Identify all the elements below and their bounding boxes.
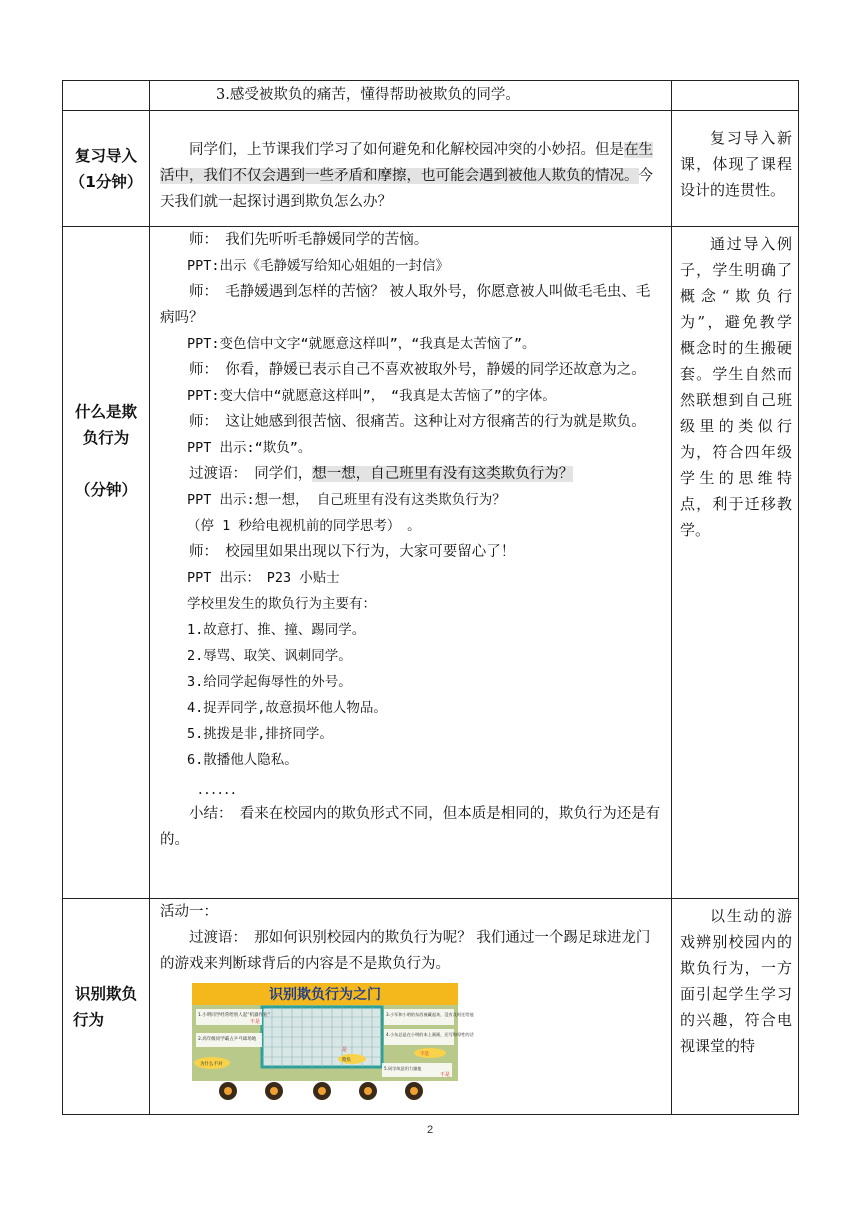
- card-text: 2.高年级同学霸占乒乓球场地: [198, 1037, 257, 1042]
- soccer-goal-illustration: [192, 983, 474, 1103]
- identify-note: [672, 899, 799, 1115]
- empty-cell: [672, 81, 799, 111]
- section-title-what: [63, 227, 150, 899]
- list-item: 6.散播他人隐私。: [187, 752, 298, 768]
- ppt-line: PPT:出示《毛静媛写给知心姐姐的一封信》: [187, 258, 450, 274]
- identify-note-text: 以生动的游戏辨别校园内的欺负行为，一方面引起学生学习的兴趣，符合电视课堂的特: [680, 907, 792, 1055]
- card-text: 4.小东总是在小明的本上画画，还写侮辱性的话: [386, 1032, 474, 1037]
- list-item: 1.故意打、推、撞、踢同学。: [187, 622, 366, 638]
- list-item: 4.捉弄同学,故意损坏他人物品。: [187, 700, 387, 716]
- teacher-line: 师： 校园里如果出现以下行为，大家可要留心了！: [189, 544, 516, 560]
- card-answer: 不是: [250, 1019, 261, 1025]
- section-title-line: 什么是欺: [74, 403, 137, 421]
- what-content: [150, 227, 672, 899]
- review-text-a: 同学们，上节课我们学习了如何避免和化解校园冲突的小妙招。但是: [189, 142, 624, 158]
- review-highlight: 在生活中，我们不仅会遇到一些矛盾和摩擦，也可能会遇到被他人欺负的情况。: [160, 142, 653, 184]
- section-title-identify: [63, 899, 150, 1115]
- ppt-line: PPT 出示:想一想， 自己班里有没有这类欺负行为？: [187, 492, 506, 508]
- list-item: 3.给同学起侮辱性的外号。: [187, 674, 352, 690]
- ppt-line: PPT:变色信中文字“就愿意这样叫”，“我真是太苦恼了”。: [187, 336, 536, 352]
- teacher-line: 师： 毛静媛遇到怎样的苦恼？ 被人取外号，你愿意被人叫做毛毛虫、毛病吗？: [160, 284, 651, 326]
- what-note-text: 通过导入例子，学生明确了概念“欺负行为”，避免教学概念时的生搬硬套。学生自然而然联想到自己班级里的类似行为，符合四年级学生的思维特点，利于迁移教学。: [680, 235, 792, 539]
- what-note: [672, 227, 799, 899]
- card-answer: 是: [342, 1047, 348, 1053]
- list-item: 5.挑拨是非,排挤同学。: [187, 726, 333, 742]
- card-text: 1.小明同学经常给别人起“机器作业”: [198, 1013, 270, 1018]
- transition-line: [160, 461, 663, 487]
- identify-content: [150, 899, 672, 1115]
- section-title-line: （分钟）: [74, 481, 137, 499]
- card-answer: 不是: [420, 1052, 429, 1057]
- section-title-review: [63, 111, 150, 227]
- section-title-line: 复习导入: [74, 146, 137, 165]
- ppt-line: PPT 出示:“欺负”。: [187, 440, 312, 456]
- card-text: 5.同学故意用力撞他: [384, 1066, 422, 1071]
- objective-cell: [150, 81, 672, 111]
- lesson-plan-table: [62, 80, 799, 1115]
- game-title: 识别欺负行为之门: [269, 987, 381, 1003]
- card-answer: 不是: [440, 1072, 451, 1078]
- objective-text: 3.感受被欺负的痛苦，懂得帮助被欺负的同学。: [216, 87, 520, 103]
- page-number: 2: [426, 1124, 434, 1136]
- table-row-objectives: [63, 81, 799, 111]
- transition-line: 过渡语： 那如何识别校园内的欺负行为呢？ 我们通过一个踢足球进龙门的游戏来判断球背后的内容是不是欺负行为。: [160, 930, 651, 972]
- ppt-line: PPT:变大信中“就愿意这样叫”， “我真是太苦恼了”的字体。: [187, 388, 556, 404]
- summary-line: 小结： 看来在校园内的欺负形式不同，但本质是相同的，欺负行为还是有的。: [160, 806, 661, 848]
- teacher-line: 师： 你看，静媛已表示自己不喜欢被取外号，静媛的同学还故意为之。: [189, 362, 646, 378]
- section-title-line: （1分钟）: [69, 172, 143, 191]
- table-row-what-is-bullying: [63, 227, 799, 899]
- section-title-line: 行为: [73, 1010, 105, 1029]
- game-image: [192, 983, 474, 1103]
- review-content: [150, 111, 672, 227]
- review-text-b: 今天我们就一起探讨遇到欺负怎么办？: [160, 168, 653, 210]
- teacher-line: 师： 我们先听听毛静媛同学的苦恼。: [189, 232, 429, 248]
- review-paragraph: [160, 125, 663, 215]
- section-title-line: 负行为: [82, 429, 130, 447]
- table-row-identify: [63, 899, 799, 1115]
- card-text: 为什么不对: [200, 1062, 223, 1067]
- review-note: [672, 111, 799, 227]
- table-row-review: [63, 111, 799, 227]
- transition-text: 过渡语： 同学们，: [189, 466, 313, 482]
- activity-label: 活动一：: [160, 904, 218, 920]
- card-text: 3.小军和小明的东西被藏起来，没有及时还给他: [386, 1012, 474, 1017]
- list-item: 2.辱骂、取笑、讽刺同学。: [187, 648, 352, 664]
- transition-highlight: 想一想，自己班里有没有这类欺负行为？: [312, 466, 574, 482]
- review-note-text: 复习导入新课，体现了课程设计的连贯性。: [680, 129, 792, 199]
- pause-note: （停 1 秒给电视机前的同学思考） 。: [187, 518, 421, 534]
- empty-cell: [63, 81, 150, 111]
- ellipsis: ......: [198, 782, 238, 798]
- tips-heading: 学校里发生的欺负行为主要有：: [187, 596, 376, 612]
- ppt-line: PPT 出示： P23 小贴士: [187, 570, 340, 586]
- card-answer: 欺负: [342, 1058, 351, 1063]
- teacher-line: 师： 这让她感到很苦恼、很痛苦。这种让对方很痛苦的行为就是欺负。: [189, 414, 646, 430]
- section-title-line: 识别欺负: [74, 984, 137, 1003]
